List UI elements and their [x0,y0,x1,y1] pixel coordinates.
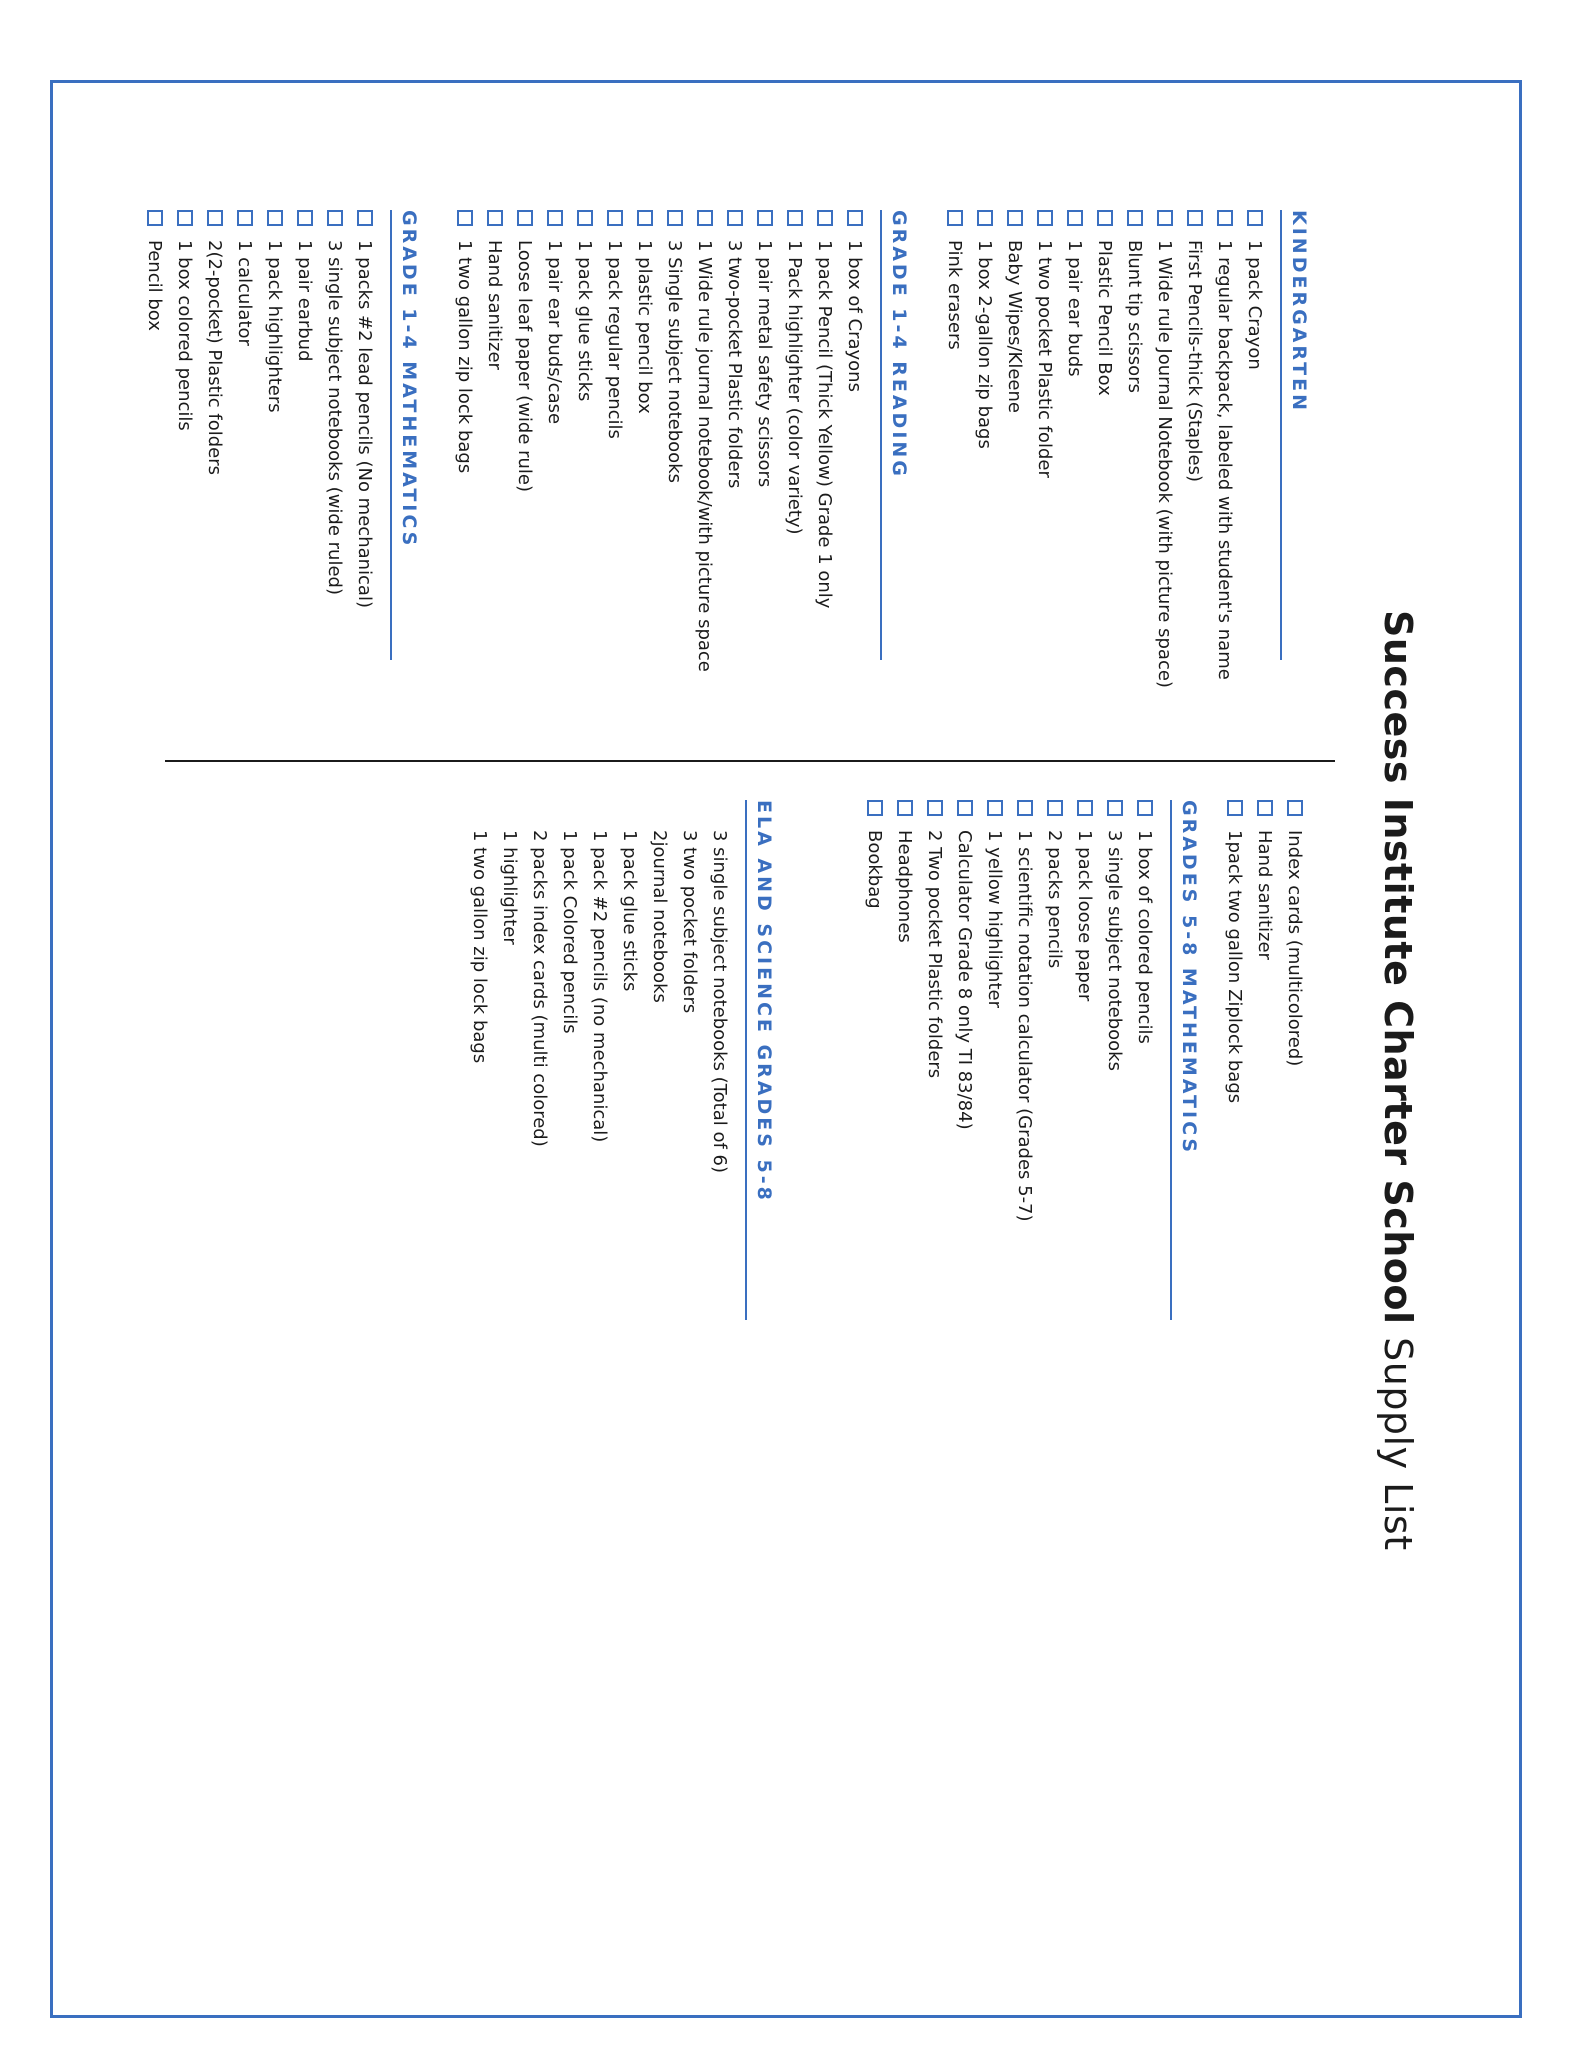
section-continued-items [1220,800,1310,1300]
item-label: 3 single subject notebooks (Total of 6) [709,830,731,1174]
list-item [1090,210,1120,660]
checkbox[interactable] [1047,800,1063,816]
item-label: Blunt tip scissors [1124,240,1146,393]
checkbox[interactable] [1137,800,1153,816]
item-list [940,210,1270,688]
item-label: 1 two gallon zip lock bags [454,240,476,474]
item-label: Headphones [894,830,916,943]
list-item [1180,210,1210,660]
item-label: 1 regular backpack, labeled with student's name [1214,240,1236,680]
item-label: Hand sanitizer [484,240,506,370]
list-item [1150,210,1180,688]
item-label: 1 box colored pencils [174,240,196,431]
list-item [1210,210,1240,680]
section-ela-and-science [465,800,775,1320]
checkbox[interactable] [357,210,373,226]
item-label: 1pack two gallon Ziplock bags [1224,830,1246,1104]
list-item [570,210,600,660]
list-item [1010,800,1040,1320]
list-item [200,210,230,660]
section-grades-5-8-mathematics [860,800,1200,1320]
checkbox[interactable] [147,210,163,226]
checkbox[interactable] [237,210,253,226]
item-label: 1 pair ear buds/case [544,240,566,425]
item-label: 3 two pocket folders [679,830,701,1014]
section-heading: GRADES 5-8 MATHEMATICS [1170,800,1200,1320]
list-item [1040,800,1070,1320]
item-label: 1 Wide rule journal notebook/with picture space [694,240,716,672]
checkbox[interactable] [1257,800,1273,816]
list-item [1060,210,1090,660]
item-label: 1 pair ear buds [1064,240,1086,377]
checkbox[interactable] [267,210,283,226]
item-label: Bookbag [864,830,886,909]
list-item [510,210,540,660]
item-list [1220,800,1310,1300]
list-item [675,800,705,1320]
item-label: 3 two-pocket Plastic folders [724,240,746,489]
checkbox[interactable] [697,210,713,226]
list-item [1220,800,1250,1300]
checkbox[interactable] [957,800,973,816]
item-label: 1 pack Crayon [1244,240,1266,370]
list-item [970,210,1000,660]
list-item [555,800,585,1320]
list-item [465,800,495,1320]
checkbox[interactable] [897,800,913,816]
list-item [350,210,380,660]
list-item [1000,210,1030,660]
checkbox[interactable] [457,210,473,226]
list-item [630,210,660,660]
list-item [780,210,810,660]
checkbox[interactable] [1287,800,1303,816]
list-item [690,210,720,672]
list-item [260,210,290,660]
list-item [525,800,555,1320]
item-list [450,210,870,672]
item-label: 1 pack Colored pencils [559,830,581,1034]
item-label: 1 highlighter [499,830,521,945]
list-item [495,800,525,1320]
list-item [585,800,615,1320]
checkbox[interactable] [787,210,803,226]
item-label: 1 two pocket Plastic folder [1034,240,1056,478]
item-label: 1 pack glue sticks [574,240,596,402]
item-label: First Pencils-thick (Staples) [1184,240,1206,483]
list-item [980,800,1010,1320]
list-item [1130,800,1160,1320]
item-list [465,800,735,1320]
item-label: Hand sanitizer [1254,830,1276,960]
checkbox[interactable] [847,210,863,226]
checkbox[interactable] [947,210,963,226]
item-label: 1 box of colored pencils [1134,830,1156,1044]
item-list [860,800,1160,1320]
list-item [950,800,980,1320]
page-title [1376,610,1420,1551]
checkbox[interactable] [927,800,943,816]
checkbox[interactable] [1157,210,1173,226]
item-label: 2 Two pocket Plastic folders [924,830,946,1079]
checkbox[interactable] [757,210,773,226]
section-heading: GRADE 1-4 MATHEMATICS [390,210,420,660]
list-item [840,210,870,660]
item-label: Index cards (multicolored) [1284,830,1306,1067]
item-label: 1 box 2-gallon zip bags [974,240,996,449]
list-item [140,210,170,660]
section-heading: GRADE 1-4 READING [880,210,910,660]
list-item [940,210,970,660]
checkbox[interactable] [1007,210,1023,226]
list-item [1070,800,1100,1320]
item-label: Calculator Grade 8 only TI 83/84) [954,830,976,1130]
item-label: 1 pack glue sticks [619,830,641,992]
title-bold: Success Institute Charter School [1376,610,1420,1325]
item-label: 1 two gallon zip lock bags [469,830,491,1064]
section-heading: KINDERGARTEN [1280,210,1310,660]
item-label: 2 packs pencils [1044,830,1066,969]
checkbox[interactable] [1067,210,1083,226]
checkbox[interactable] [577,210,593,226]
checkbox[interactable] [1107,800,1123,816]
list-item [1280,800,1310,1300]
item-label: 1 pack highlighters [264,240,286,413]
item-label: Pink erasers [944,240,966,350]
item-label: 2(2-pocket) Plastic folders [204,240,226,475]
list-item [540,210,570,660]
checkbox[interactable] [1127,210,1143,226]
checkbox[interactable] [297,210,313,226]
item-label: Pencil box [144,240,166,331]
list-item [750,210,780,660]
item-label: 2journal notebooks [649,830,671,1003]
list-item [645,800,675,1320]
item-label: 1 pack regular pencils [604,240,626,439]
checkbox[interactable] [667,210,683,226]
list-item [890,800,920,1320]
list-item [1030,210,1060,660]
checkbox[interactable] [1217,210,1233,226]
item-label: 1 pack loose paper [1074,830,1096,1002]
item-label: 1 plastic pencil box [634,240,656,414]
item-label: Baby Wipes/Kleene [1004,240,1026,413]
checkbox[interactable] [607,210,623,226]
item-label: 1 calculator [234,240,256,346]
checkbox[interactable] [487,210,503,226]
list-item [290,210,320,660]
checkbox[interactable] [207,210,223,226]
list-item [450,210,480,660]
list-item [720,210,750,660]
item-label: Plastic Pencil Box [1094,240,1116,396]
checkbox[interactable] [977,210,993,226]
item-list [140,210,380,660]
checkbox[interactable] [1247,210,1263,226]
checkbox[interactable] [517,210,533,226]
checkbox[interactable] [867,800,883,816]
checkbox[interactable] [327,210,343,226]
item-label: 1 Pack highlighter (color variety) [784,240,806,535]
list-item [920,800,950,1320]
list-item [600,210,630,660]
checkbox[interactable] [1187,210,1203,226]
checkbox[interactable] [727,210,743,226]
item-label: 1 box of Crayons [844,240,866,392]
list-item [1240,210,1270,660]
checkbox[interactable] [1227,800,1243,816]
item-label: 1 Wide rule Journal Notebook (with picture space) [1154,240,1176,688]
checkbox[interactable] [547,210,563,226]
list-item [170,210,200,660]
list-item [320,210,350,660]
list-item [1120,210,1150,660]
checkbox[interactable] [177,210,193,226]
item-label: 1 packs #2 lead pencils (No mechanical) [354,240,376,608]
checkbox[interactable] [987,800,1003,816]
supply-list-document [70,110,1430,1970]
section-kindergarten [940,210,1310,688]
section-heading: ELA AND SCIENCE GRADES 5-8 [745,800,775,1320]
section-grade-1-4-reading [450,210,910,672]
item-label: 1 pack Pencil (Thick Yellow) Grade 1 only [814,240,836,609]
checkbox[interactable] [1037,210,1053,226]
item-label: 3 Single subject notebooks [664,240,686,483]
list-item [860,800,890,1320]
item-label: 1 pack #2 pencils (no mechanical) [589,830,611,1143]
item-label: 2 packs index cards (multi colored) [529,830,551,1147]
item-label: 3 single subject notebooks [1104,830,1126,1071]
list-item [230,210,260,660]
checkbox[interactable] [1097,210,1113,226]
section-grade-1-4-mathematics [140,210,420,660]
list-item [1100,800,1130,1320]
item-label: Loose leaf paper (wide rule) [514,240,536,493]
list-item [705,800,735,1320]
checkbox[interactable] [817,210,833,226]
title-light: Supply List [1376,1337,1420,1551]
column-divider [165,760,1335,762]
list-item [1250,800,1280,1300]
list-item [660,210,690,660]
item-label: 1 scientific notation calculator (Grades 5-7) [1014,830,1036,1222]
list-item [810,210,840,660]
item-label: 1 pair metal safety scissors [754,240,776,488]
list-item [480,210,510,660]
list-item [615,800,645,1320]
checkbox[interactable] [637,210,653,226]
checkbox[interactable] [1017,800,1033,816]
checkbox[interactable] [1077,800,1093,816]
item-label: 3 single subject notebooks (wide ruled) [324,240,346,595]
item-label: 1 yellow highlighter [984,830,1006,1008]
item-label: 1 pair earbud [294,240,316,362]
